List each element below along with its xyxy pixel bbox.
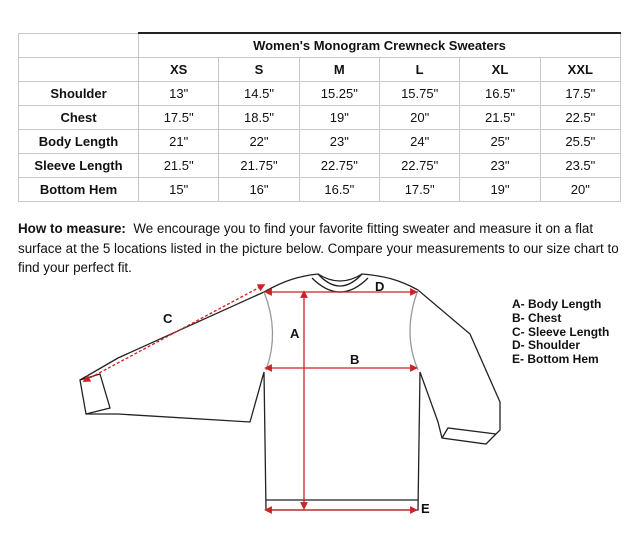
size-header: XL <box>460 58 540 82</box>
row-label: Bottom Hem <box>19 178 139 202</box>
table-cell: 24" <box>379 130 459 154</box>
table-row <box>19 106 621 130</box>
table-cell: 17.5" <box>139 106 219 130</box>
measurement-legend <box>512 298 609 367</box>
size-header: S <box>219 58 299 82</box>
size-header-row <box>19 58 621 82</box>
table-cell: 14.5" <box>219 82 299 106</box>
legend-item: A- Body Length <box>512 297 602 311</box>
table-cell: 16.5" <box>299 178 379 202</box>
label-e: E <box>421 501 430 516</box>
table-cell: 18.5" <box>219 106 299 130</box>
measurement-lines <box>86 286 414 510</box>
legend-item: E- Bottom Hem <box>512 352 599 367</box>
size-header: XXL <box>540 58 620 82</box>
legend-item: D- Shoulder <box>512 338 580 353</box>
corner-cell <box>19 33 139 58</box>
label-d: D <box>375 279 385 294</box>
size-header: L <box>379 58 459 82</box>
label-c: C <box>163 311 173 326</box>
table-row <box>19 130 621 154</box>
table-cell: 15.75" <box>379 82 459 106</box>
table-cell: 23" <box>299 130 379 154</box>
table-cell: 25.5" <box>540 130 620 154</box>
right-cuff-outline <box>442 428 496 438</box>
table-cell: 19" <box>460 178 540 202</box>
row-label: Sleeve Length <box>19 154 139 178</box>
table-cell: 22.5" <box>540 106 620 130</box>
size-header: M <box>299 58 379 82</box>
table-cell: 21.75" <box>219 154 299 178</box>
table-cell: 20" <box>540 178 620 202</box>
empty-header-cell <box>19 58 139 82</box>
sweater-outline <box>80 274 500 510</box>
table-cell: 22" <box>219 130 299 154</box>
table-cell: 17.5" <box>540 82 620 106</box>
table-cell: 25" <box>460 130 540 154</box>
sweater-body-outline <box>80 274 500 510</box>
row-label: Body Length <box>19 130 139 154</box>
how-to-measure-heading: How to measure: <box>18 221 126 236</box>
table-cell: 21.5" <box>460 106 540 130</box>
table-cell: 23.5" <box>540 154 620 178</box>
table-cell: 21.5" <box>139 154 219 178</box>
table-cell: 22.75" <box>379 154 459 178</box>
label-b: B <box>350 352 360 367</box>
how-to-measure-body: We encourage you to find your favorite fitting sweater and measure it on a flat surface at the 5 locations listed in the picture below. Compare your measurements to our size chart to find your perfect fit. <box>18 221 619 275</box>
table-cell: 19" <box>299 106 379 130</box>
legend-item: C- Sleeve Length <box>512 324 610 339</box>
table-cell: 16.5" <box>460 82 540 106</box>
right-armhole-seam <box>410 290 418 370</box>
collar-outline <box>318 274 362 286</box>
table-row <box>19 82 621 106</box>
size-chart-table <box>18 32 621 202</box>
table-title: Women's Monogram Crewneck Sweaters <box>139 33 621 58</box>
table-cell: 20" <box>379 106 459 130</box>
legend-item: B- Chest <box>512 310 562 325</box>
table-cell: 21" <box>139 130 219 154</box>
label-a: A <box>290 326 300 341</box>
left-armhole-seam <box>264 292 273 370</box>
table-row <box>19 178 621 202</box>
table-row <box>19 154 621 178</box>
row-label: Chest <box>19 106 139 130</box>
size-header: XS <box>139 58 219 82</box>
table-cell: 23" <box>460 154 540 178</box>
table-cell: 13" <box>139 82 219 106</box>
table-cell: 15.25" <box>299 82 379 106</box>
table-cell: 16" <box>219 178 299 202</box>
table-cell: 15" <box>139 178 219 202</box>
row-label: Shoulder <box>19 82 139 106</box>
table-cell: 22.75" <box>299 154 379 178</box>
collar-inner-outline <box>312 278 368 292</box>
table-cell: 17.5" <box>379 178 459 202</box>
